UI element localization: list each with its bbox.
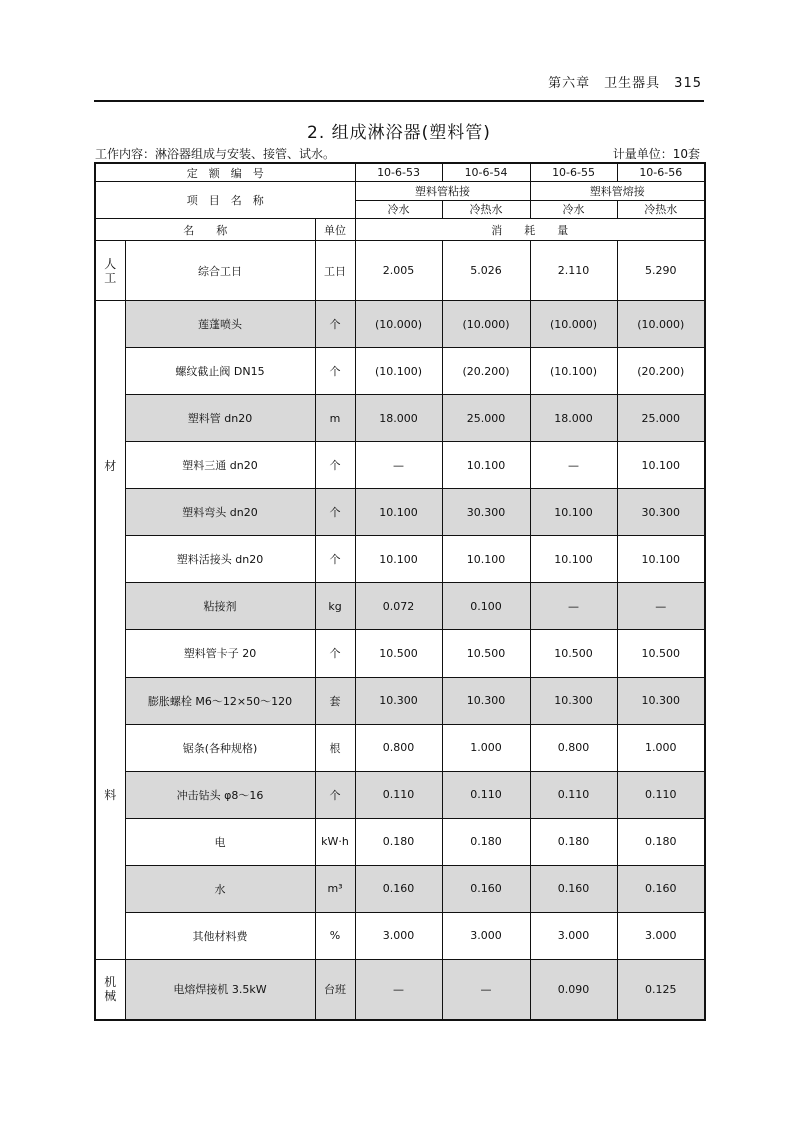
item-unit: 个 <box>315 536 355 583</box>
item-name: 电熔焊接机 3.5kW <box>125 960 315 1020</box>
consumption-header: 消 耗 量 <box>355 219 705 241</box>
item-unit: 个 <box>315 348 355 395</box>
value-cell: 18.000 <box>355 395 442 442</box>
quota-table <box>94 162 706 1021</box>
value-cell: 25.000 <box>442 395 530 442</box>
value-cell: 10.100 <box>617 536 705 583</box>
category-material-bottom: 料 <box>104 787 117 802</box>
item-name: 塑料管卡子 20 <box>125 630 315 677</box>
item-name-label: 项 目 名 称 <box>95 182 355 219</box>
item-name: 塑料弯头 dn20 <box>125 489 315 536</box>
value-cell: 1.000 <box>442 724 530 771</box>
value-cell: 5.026 <box>442 241 530 301</box>
measurement-unit: 计量单位：10套 <box>612 147 700 161</box>
quota-code-2: 10-6-54 <box>442 163 530 182</box>
value-cell: 10.500 <box>442 630 530 677</box>
category-material <box>95 301 125 960</box>
work-content: 工作内容：淋浴器组成与安装、接管、试水。 <box>95 147 336 161</box>
value-cell: 0.090 <box>530 960 617 1020</box>
value-cell: (10.000) <box>355 301 442 348</box>
value-cell: 0.110 <box>442 771 530 818</box>
category-machine <box>95 960 125 1020</box>
value-cell: 10.100 <box>530 489 617 536</box>
sub-header-4: 冷热水 <box>617 200 705 219</box>
material-row <box>95 442 705 489</box>
item-unit: kW·h <box>315 818 355 865</box>
quota-code-1: 10-6-53 <box>355 163 442 182</box>
value-cell: 10.100 <box>442 536 530 583</box>
value-cell: 5.290 <box>617 241 705 301</box>
value-cell: 2.110 <box>530 241 617 301</box>
item-unit: 套 <box>315 677 355 724</box>
material-row <box>95 489 705 536</box>
group-bonding: 塑料管粘接 <box>355 182 530 201</box>
value-cell: 1.000 <box>617 724 705 771</box>
value-cell: 10.100 <box>442 442 530 489</box>
value-cell: 0.160 <box>355 865 442 912</box>
value-cell: 0.160 <box>617 865 705 912</box>
item-name: 塑料三通 dn20 <box>125 442 315 489</box>
value-cell: 0.072 <box>355 583 442 630</box>
labor-row <box>95 241 705 301</box>
category-machine-label: 机械 <box>104 975 117 1004</box>
value-cell: 0.800 <box>355 724 442 771</box>
item-name: 锯条(各种规格) <box>125 724 315 771</box>
value-cell: 0.180 <box>617 818 705 865</box>
running-head: 第六章 卫生器具 315 <box>548 76 702 91</box>
value-cell: (10.000) <box>530 301 617 348</box>
value-cell: 10.500 <box>617 630 705 677</box>
value-cell: 10.100 <box>355 536 442 583</box>
value-cell: 0.110 <box>617 771 705 818</box>
item-unit: 个 <box>315 771 355 818</box>
value-cell: 10.500 <box>355 630 442 677</box>
item-name: 综合工日 <box>125 241 315 301</box>
value-cell: 18.000 <box>530 395 617 442</box>
value-cell: 10.300 <box>355 677 442 724</box>
value-cell: 0.125 <box>617 960 705 1020</box>
value-cell: (20.200) <box>617 348 705 395</box>
material-row <box>95 301 705 348</box>
material-row <box>95 818 705 865</box>
material-row <box>95 536 705 583</box>
value-cell: 30.300 <box>442 489 530 536</box>
item-unit: 工日 <box>315 241 355 301</box>
header-rule <box>94 100 704 102</box>
value-cell: 0.180 <box>355 818 442 865</box>
value-cell: 10.100 <box>355 489 442 536</box>
value-cell: (10.000) <box>617 301 705 348</box>
item-name: 膨胀螺栓 M6～12×50～120 <box>125 677 315 724</box>
item-name: 塑料活接头 dn20 <box>125 536 315 583</box>
value-cell: 10.300 <box>617 677 705 724</box>
value-cell: — <box>530 583 617 630</box>
item-unit: 个 <box>315 301 355 348</box>
value-cell: 30.300 <box>617 489 705 536</box>
material-row <box>95 771 705 818</box>
value-cell: 0.110 <box>355 771 442 818</box>
value-cell: 3.000 <box>442 912 530 959</box>
sub-header-1: 冷水 <box>355 200 442 219</box>
category-labor-label: 人工 <box>104 256 117 285</box>
value-cell: 0.160 <box>530 865 617 912</box>
value-cell: 0.180 <box>442 818 530 865</box>
quota-number-row <box>95 163 705 182</box>
value-cell: — <box>442 960 530 1020</box>
section-title: 2. 组成淋浴器(塑料管) <box>307 123 491 143</box>
item-unit: % <box>315 912 355 959</box>
item-name: 粘接剂 <box>125 583 315 630</box>
quota-code-3: 10-6-55 <box>530 163 617 182</box>
item-name: 电 <box>125 818 315 865</box>
material-row <box>95 724 705 771</box>
group-fusion: 塑料管熔接 <box>530 182 705 201</box>
item-name: 塑料管 dn20 <box>125 395 315 442</box>
group-header-row <box>95 182 705 201</box>
name-column-header: 名 称 <box>95 219 315 241</box>
material-row <box>95 912 705 959</box>
value-cell: 10.100 <box>617 442 705 489</box>
material-row <box>95 583 705 630</box>
item-unit: m <box>315 395 355 442</box>
value-cell: 10.100 <box>530 536 617 583</box>
quota-number-label: 定 额 编 号 <box>95 163 355 182</box>
column-header-row <box>95 219 705 241</box>
value-cell: — <box>355 960 442 1020</box>
item-unit: m³ <box>315 865 355 912</box>
value-cell: 10.500 <box>530 630 617 677</box>
item-name: 水 <box>125 865 315 912</box>
material-row <box>95 348 705 395</box>
value-cell: 3.000 <box>530 912 617 959</box>
item-unit: kg <box>315 583 355 630</box>
item-name: 螺纹截止阀 DN15 <box>125 348 315 395</box>
value-cell: 25.000 <box>617 395 705 442</box>
value-cell: 2.005 <box>355 241 442 301</box>
item-unit: 个 <box>315 442 355 489</box>
value-cell: (10.100) <box>530 348 617 395</box>
item-name: 莲蓬喷头 <box>125 301 315 348</box>
category-material-top: 材 <box>104 458 117 473</box>
value-cell: 0.160 <box>442 865 530 912</box>
sub-header-3: 冷水 <box>530 200 617 219</box>
unit-column-header: 单位 <box>315 219 355 241</box>
value-cell: (20.200) <box>442 348 530 395</box>
category-labor <box>95 241 125 301</box>
material-row <box>95 395 705 442</box>
item-name: 冲击钻头 φ8～16 <box>125 771 315 818</box>
value-cell: — <box>617 583 705 630</box>
value-cell: — <box>530 442 617 489</box>
sub-header-2: 冷热水 <box>442 200 530 219</box>
material-row <box>95 865 705 912</box>
material-row <box>95 677 705 724</box>
item-unit: 个 <box>315 489 355 536</box>
value-cell: 0.180 <box>530 818 617 865</box>
item-name: 其他材料费 <box>125 912 315 959</box>
value-cell: 10.300 <box>442 677 530 724</box>
value-cell: 0.110 <box>530 771 617 818</box>
value-cell: 3.000 <box>355 912 442 959</box>
value-cell: 0.100 <box>442 583 530 630</box>
item-unit: 个 <box>315 630 355 677</box>
item-unit: 台班 <box>315 960 355 1020</box>
value-cell: (10.000) <box>442 301 530 348</box>
value-cell: (10.100) <box>355 348 442 395</box>
value-cell: 3.000 <box>617 912 705 959</box>
value-cell: 0.800 <box>530 724 617 771</box>
machine-row <box>95 960 705 1020</box>
item-unit: 根 <box>315 724 355 771</box>
quota-code-4: 10-6-56 <box>617 163 705 182</box>
value-cell: — <box>355 442 442 489</box>
material-row <box>95 630 705 677</box>
value-cell: 10.300 <box>530 677 617 724</box>
